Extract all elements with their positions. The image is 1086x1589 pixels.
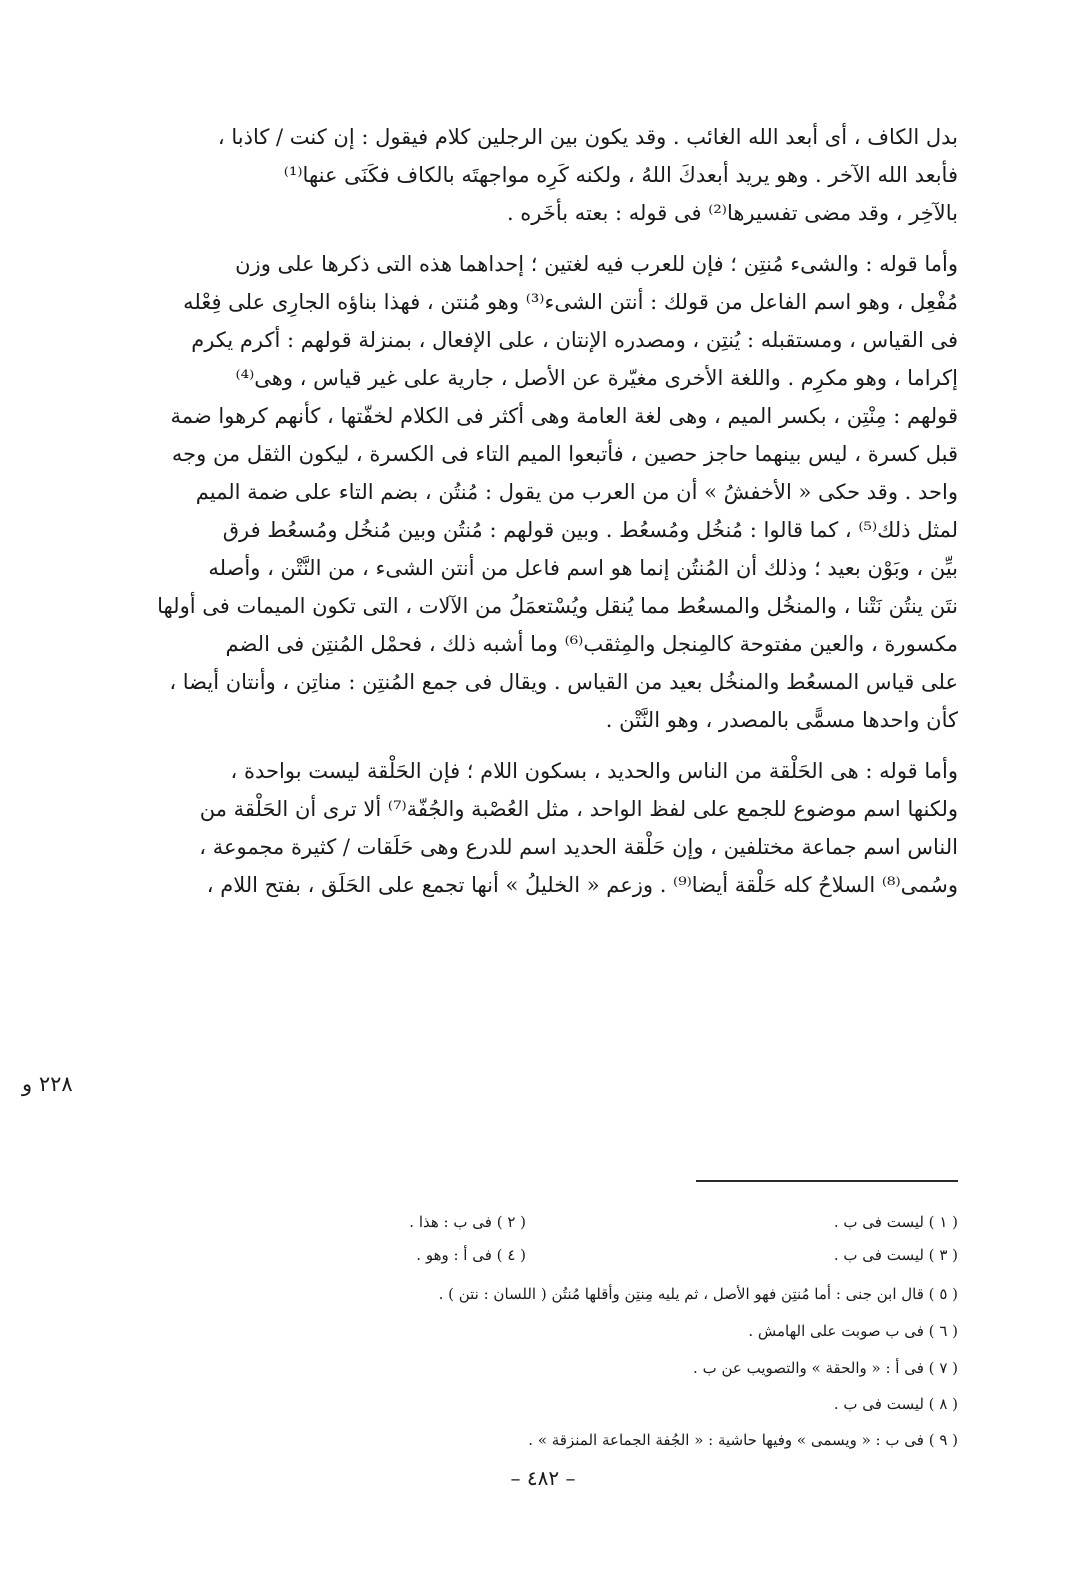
text-line: بيِّن ، وبَوْن بعيد ؛ وذلك أن المُنتُن إنما هو اسم فاعل من أنتن الشىء ، من النَّتْن ، وأصله: [208, 556, 958, 580]
text-line: فأبعد الله الآخر . وهو يريد أبعدكَ اللهُ ، ولكنه كَرِه مواجهتَه بالكاف فكَنَى عنها⁽¹⁾: [283, 163, 958, 187]
text-line: كأن واحدها مسمًّى بالمصدر ، وهو النَّتْن .: [605, 708, 958, 732]
footnote: ( ١ ) ليست فى ب .: [833, 1213, 958, 1231]
text-line: على قياس المسعُط والمنخُل بعيد من القياس . ويقال فى جمع المُنتِن : مناتِن ، وأنتان أيضا ،: [169, 670, 958, 694]
text-line: إكراما ، وهو مكرِم . واللغة الأخرى مغيّرة عن الأصل ، جارية على غير قياس ، وهى⁽⁴⁾: [235, 366, 958, 390]
text-line: وسُمى⁽⁸⁾ السلاحُ كله حَلْقة أيضا⁽⁹⁾ . وزعم « الخليلُ » أنها تجمع على الحَلَق ، بفتح اللام ،: [206, 873, 958, 897]
text-line: فى القياس ، ومستقبله : يُنتِن ، ومصدره الإنتان ، على الإفعال ، بمنزلة قولهم : أكرم يكرم: [191, 328, 958, 352]
margin-folio-note: ٢٢٨ و: [22, 1072, 73, 1096]
text-line: لمثل ذلك⁽⁵⁾ ، كما قالوا : مُنخُل ومُسعُط . وبين قولهم : مُنتُن وبين مُنخُل ومُسعُط فرق: [222, 518, 958, 542]
text-line: قولهم : مِنْتِن ، بكسر الميم ، وهى لغة العامة وهى أكثر فى الكلام لخفّتها ، كأنهم كرهوا ضمة: [170, 404, 958, 428]
footnote: ( ٢ ) فى ب : هذا .: [409, 1213, 526, 1231]
text-line: بدل الكاف ، أى أبعد الله الغائب . وقد يكون بين الرجلين كلام فيقول : إن كنت / كاذبا ،: [217, 125, 958, 149]
paragraph-1: [110, 118, 958, 232]
footnote: ( ٣ ) ليست فى ب .: [833, 1246, 958, 1264]
page-number: – ٤٨٢ –: [510, 1466, 576, 1490]
text-line: الناس اسم جماعة مختلفين ، وإن حَلْقة الحديد اسم للدرع وهى حَلَقات / كثيرة مجموعة ،: [199, 835, 958, 859]
footnote: ( ٥ ) قال ابن جنى : أما مُنتِن فهو الأصل ، ثم يليه مِنتِن وأقلها مُنتُن ( اللسان : نتن ) .: [438, 1285, 958, 1303]
text-line: مُفْعِل ، وهو اسم الفاعل من قولك : أنتن الشىء⁽³⁾ وهو مُنتن ، فهذا بناؤه الجارِى على فِعْله: [183, 290, 958, 314]
footnote: ( ٦ ) فى ب صوبت على الهامش .: [748, 1322, 958, 1340]
text-line: واحد . وقد حكى « الأخفشُ » أن من العرب من يقول : مُنتُن ، بضم التاء على ضمة الميم: [195, 480, 958, 504]
text-line: ولكنها اسم موضوع للجمع على لفظ الواحد ، مثل العُصْبة والجُفّة⁽⁷⁾ ألا ترى أن الحَلْقة من: [199, 797, 958, 821]
text-line: بالآخِر ، وقد مضى تفسيرها⁽²⁾ فى قوله : بعته بأخَره .: [506, 201, 958, 225]
footnote: ( ٧ ) فى أ : « والحقة » والتصويب عن ب .: [693, 1359, 958, 1377]
paragraph-3: [110, 752, 958, 904]
footnote-divider: [696, 1180, 958, 1182]
paragraph-2: [110, 245, 958, 739]
text-line: نتَن ينتُن نَتْنا ، والمنخُل والمسعُط مما يُنقل ويُسْتعمَلُ من الآلات ، التى تكون الميمات فى أولها: [157, 594, 958, 618]
footnote: ( ٤ ) فى أ : وهو .: [416, 1246, 526, 1264]
text-line: وأما قوله : هى الحَلْقة من الناس والحديد ، بسكون اللام ؛ فإن الحَلْقة ليست بواحدة ،: [230, 759, 958, 783]
main-text: [110, 118, 958, 917]
text-line: وأما قوله : والشىء مُنتِن ؛ فإن للعرب فيه لغتين ؛ إحداهما هذه التى ذكرها على وزن: [235, 252, 958, 276]
footnote: ( ٨ ) ليست فى ب .: [833, 1395, 958, 1413]
text-line: قبل كسرة ، ليس بينهما حاجز حصين ، فأتبعوا الميم التاء فى الكسرة ، ليكون الثقل من وجه: [171, 442, 958, 466]
footnote: ( ٩ ) فى ب : « ويسمى » وفيها حاشية : « الجُفة الجماعة المنزقة » .: [528, 1431, 958, 1449]
text-line: مكسورة ، والعين مفتوحة كالمِنجل والمِثقب⁽⁶⁾ وما أشبه ذلك ، فحمْل المُنتِن فى الضم: [225, 632, 958, 656]
